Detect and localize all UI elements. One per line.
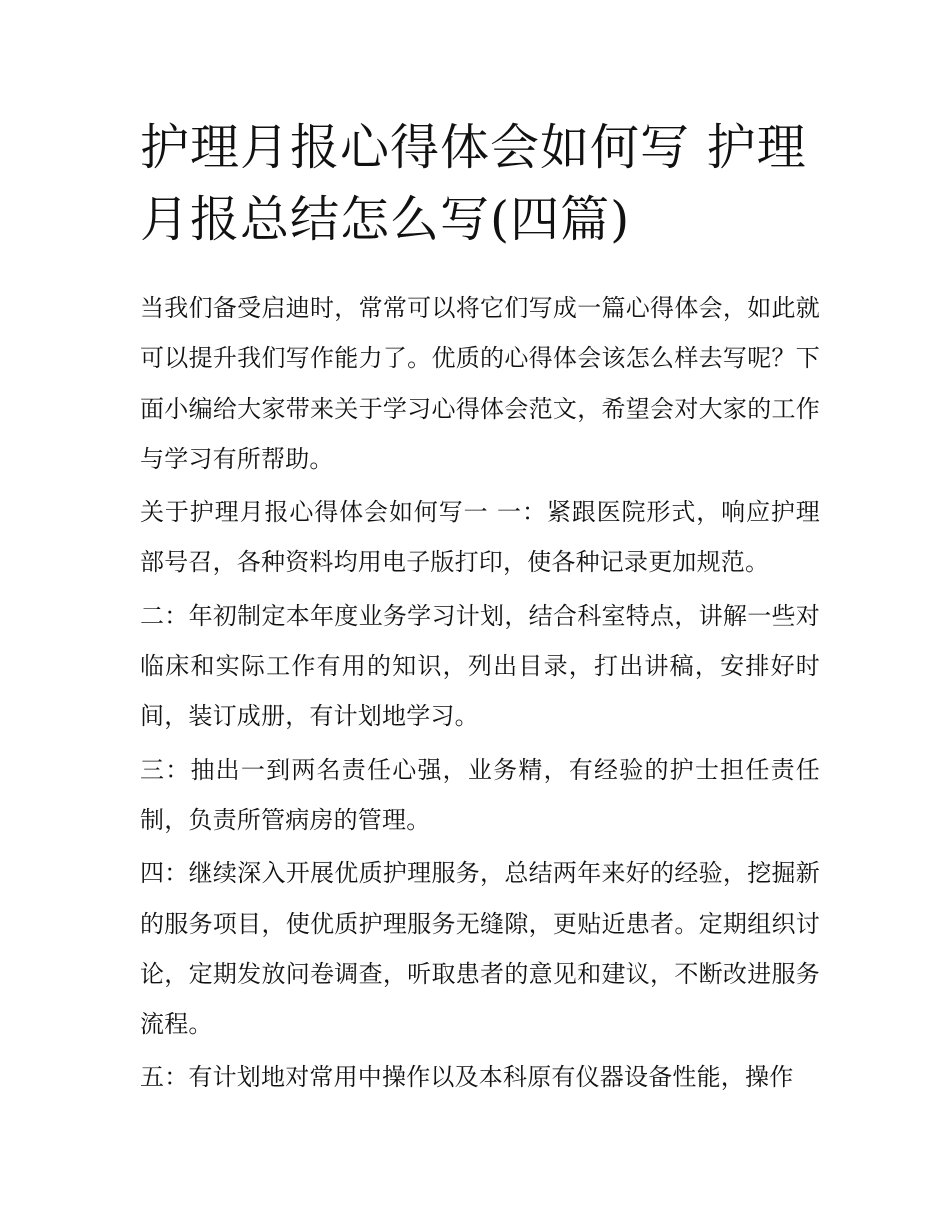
title-line-1: 护理月报心得体会如何写 护理 — [140, 119, 807, 176]
paragraph-item-4: 四：继续深入开展优质护理服务，总结两年来好的经验，挖掘新的服务项目，使优质护理服务无缝隙，更贴近患者。定期组织讨论，定期发放问卷调查，听取患者的意见和建议，不断改进服务流程。 — [140, 859, 820, 1039]
document-page — [140, 112, 820, 1106]
paragraph-intro: 当我们备受启迪时，常常可以将它们写成一篇心得体会，如此就可以提升我们写作能力了。优质的心得体会该怎么样去写呢？下面小编给大家带来关于学习心得体会范文，希望会对大家的工作与学习有所帮助。 — [140, 294, 820, 473]
document-title — [140, 112, 820, 256]
paragraph-item-2: 二：年初制定本年度业务学习计划，结合科室特点，讲解一些对临床和实际工作有用的知识，列出目录，打出讲稿，安排好时间，装订成册，有计划地学习。 — [140, 601, 820, 731]
document-body — [140, 283, 820, 1103]
paragraph-item-1: 关于护理月报心得体会如何写一 一：紧跟医院形式，响应护理部号召，各种资料均用电子版打印，使各种记录更加规范。 — [140, 498, 820, 577]
paragraph-item-3: 三：抽出一到两名责任心强，业务精，有经验的护士担任责任制，负责所管病房的管理。 — [140, 755, 820, 834]
title-line-2: 月报总结怎么写(四篇) — [140, 191, 631, 248]
paragraph-item-5: 五：有计划地对常用中操作以及本科原有仪器设备性能，操作 — [140, 1063, 794, 1092]
